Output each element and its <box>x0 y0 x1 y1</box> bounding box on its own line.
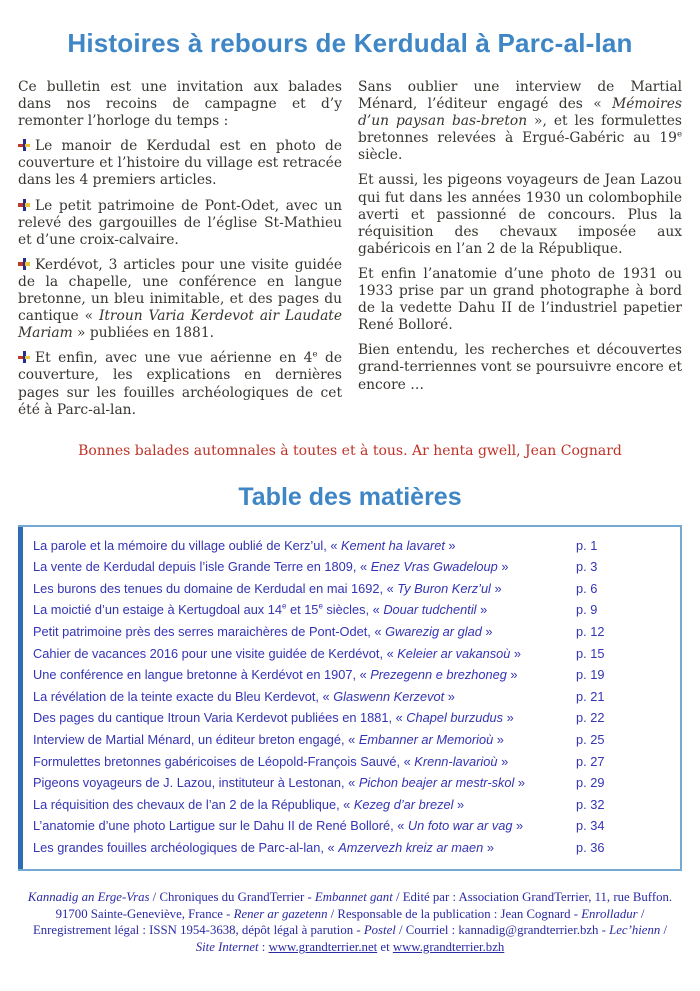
toc-page-number: p. 12 <box>576 624 605 640</box>
toc-text-segment: Petit patrimoine près des serres maraichères de Pont-Odet, « <box>33 624 386 640</box>
text-segment: Mémoires d’un paysan bas-breton <box>358 96 682 130</box>
toc-text-segment: Cahier de vacances 2016 pour une visite guidée de Kerdévot, « <box>33 645 398 661</box>
toc-page-number: p. 25 <box>576 732 605 748</box>
page-title: Histoires à rebours de Kerdudal à Parc-al-lan <box>67 28 633 58</box>
toc-entry-text <box>33 751 576 773</box>
toc-row <box>33 686 672 708</box>
text-segment: siècle. <box>358 147 403 164</box>
intro-paragraph <box>358 342 682 393</box>
text-segment: » publiées en 1881. <box>72 325 214 342</box>
toc-text-segment: Prezegenn e brezhoneg <box>370 667 507 683</box>
toc-entry-text <box>33 794 576 816</box>
toc-text-segment: La révélation de la teinte exacte du Bleu Kerdevot, « <box>33 688 334 704</box>
text-segment: Ce bulletin est une invitation aux balades dans nos recoins de campagne et d’y remonter l’horloge du temps : <box>18 79 342 130</box>
toc-text-segment: Ty Buron Kerz’ul <box>397 580 491 596</box>
text-segment: e <box>676 129 682 140</box>
toc-page-number: p. 6 <box>576 580 598 596</box>
toc-text-segment: Glaswenn Kerzevot <box>333 688 445 704</box>
toc-text-segment: » <box>481 624 493 640</box>
toc-text-segment: e <box>282 602 287 612</box>
toc-text-segment: Les grandes fouilles archéologiques de Parc-al-lan, « <box>33 840 339 855</box>
toc-page-number: p. 22 <box>576 710 605 726</box>
toc-row <box>33 729 672 751</box>
cross-bullet-icon <box>18 351 30 363</box>
footer-text-segment: Postel <box>363 923 396 938</box>
text-segment: Sans oublier une interview de Martial Ménard, l’éditeur engagé des « <box>358 79 682 113</box>
toc-text-segment: » <box>490 580 502 596</box>
signoff-line: Bonnes balades automnales à toutes et à tous. Ar henta gwell, Jean Cognard <box>78 442 622 459</box>
text-segment: Et enfin l’anatomie d’une photo de 1931 ou 1933 prise par un grand photographe à bord de la vedette Dahu II de l’industriel papetier René Bolloré. <box>358 265 682 334</box>
toc-text-segment: Interview de Martial Ménard, un éditeur breton engagé, « <box>33 732 359 748</box>
toc-text-segment: » <box>497 753 509 769</box>
toc-text-segment: » <box>497 559 509 575</box>
toc-row <box>33 643 672 665</box>
intro-paragraph <box>18 138 342 189</box>
toc-text-segment: Enez Vras Gwadeloup <box>370 559 498 575</box>
footer-text-segment: / Courriel : kannadig@grandterrier.bzh - <box>395 923 610 938</box>
toc-row <box>33 837 672 859</box>
toc-row <box>33 772 672 794</box>
toc-row <box>33 815 672 837</box>
toc-text-segment: » <box>493 732 504 748</box>
toc-text-segment: » <box>444 537 456 553</box>
toc-text-segment: Chapel burzudus <box>406 710 504 726</box>
toc-text-segment: L’anatomie d’une photo Lartigue sur le Dahu II de René Bolloré, « <box>33 818 408 834</box>
toc-entry-text <box>33 643 576 665</box>
footer-text-segment: et <box>377 940 393 955</box>
toc-entry-text <box>33 729 576 751</box>
toc-entry-text <box>33 599 576 621</box>
footer-text-segment: Enrolladur <box>581 906 638 921</box>
footer-text-segment: / Chroniques du GrandTerrier - <box>149 889 315 904</box>
intro-left-column <box>18 79 342 427</box>
toc-text-segment: Des pages du cantique Itroun Varia Kerdevot publiées en 1881, « <box>33 710 407 726</box>
toc-row <box>33 794 672 816</box>
toc-text-segment: Gwarezig ar glad <box>385 624 482 640</box>
toc-entry-text <box>33 707 576 729</box>
toc-entry-text <box>33 772 576 794</box>
toc-text-segment: Keleier ar vakansoù <box>397 645 511 661</box>
toc-text-segment: Une conférence en langue bretonne à Kerdévot en 1907, « <box>33 667 371 683</box>
toc-box <box>18 525 682 871</box>
intro-paragraph <box>18 257 342 342</box>
footer-link[interactable]: www.grandterrier.bzh <box>392 940 505 955</box>
toc-text-segment: siècles, « <box>322 602 384 618</box>
cross-bullet-icon <box>18 199 30 211</box>
toc-row <box>33 664 672 686</box>
footer-text-segment: : <box>258 940 269 955</box>
footer-text-segment: Rener ar gazetenn <box>233 906 328 921</box>
toc-text-segment: Les burons des tenues du domaine de Kerdudal en mai 1692, « <box>33 580 398 596</box>
toc-entry-text <box>33 664 576 686</box>
intro-paragraph <box>18 350 342 418</box>
intro-paragraph <box>18 79 342 130</box>
toc-text-segment: » <box>453 796 465 812</box>
text-segment: Le manoir de Kerdudal est en photo de couverture et l’histoire du village est retracée dans les 4 premiers articles. <box>18 138 342 189</box>
footer <box>18 889 682 957</box>
toc-page-number: p. 3 <box>576 559 598 575</box>
toc-text-segment: Formulettes bretonnes gabéricoises de Léopold-François Sauvé, « <box>33 753 415 769</box>
toc-text-segment: Douar tudchentil <box>383 602 477 618</box>
text-segment: Bien entendu, les recherches et découvertes grand-terriennes vont se poursuivre encore et encore … <box>358 342 682 393</box>
toc-page-number: p. 27 <box>576 753 605 769</box>
toc-text-segment: e <box>318 602 323 612</box>
toc-text-segment: Pigeons voyageurs de J. Lazou, instituteur à Lestonan, « <box>33 775 359 791</box>
toc-text-segment: Amzervezh kreiz ar maen <box>338 840 484 855</box>
toc-text-segment: La vente de Kerdudal depuis l’isle Grande Terre en 1809, « <box>33 559 371 575</box>
footer-text-segment: Kannadig an Erge-Vras <box>27 889 150 904</box>
toc-row <box>33 578 672 600</box>
footer-text <box>22 889 678 957</box>
footer-text-segment: Embannet gant <box>314 889 393 904</box>
footer-text-segment: / Enregistrement légal : ISSN 1954-3638, dépôt légal à parution - <box>32 906 645 938</box>
toc-entry-text <box>33 556 576 578</box>
toc-page-number: p. 29 <box>576 775 605 791</box>
footer-text-segment: Site Internet <box>195 940 259 955</box>
toc-entry-text <box>33 621 576 643</box>
toc-page-number: p. 1 <box>576 537 598 553</box>
text-segment: e <box>312 349 318 360</box>
toc-text-segment: » <box>444 688 455 704</box>
toc-row <box>33 751 672 773</box>
footer-text-segment: / Responsable de la publication : Jean Cognard - <box>327 906 582 921</box>
toc-row <box>33 599 672 621</box>
toc-text-segment: Pichon beajer ar mestr-skol <box>358 775 515 791</box>
toc-text-segment: » <box>514 775 526 791</box>
toc-page-number: p. 32 <box>576 796 605 812</box>
toc-text-segment: » <box>506 667 518 683</box>
intro-right-column <box>358 79 682 427</box>
intro-paragraph <box>358 266 682 334</box>
intro-paragraph <box>358 172 682 257</box>
toc-entry-text <box>33 815 576 837</box>
toc-text-segment: La réquisition des chevaux de l’an 2 de la République, « <box>33 796 354 812</box>
toc-row <box>33 621 672 643</box>
text-segment: Et aussi, les pigeons voyageurs de Jean Lazou qui fut dans les années 1930 un colombophile averti et passionné de concours. Plus la réquisition des chevaux imposée aux gabéricois en l’an 2 de la République. <box>358 172 682 257</box>
toc-text-segment: » <box>476 602 488 618</box>
toc-page-number: p. 34 <box>576 818 605 834</box>
toc-title: Table des matières <box>238 482 462 511</box>
toc-entry-text <box>33 535 576 557</box>
toc-text-segment: » <box>512 818 524 834</box>
intro-paragraph <box>18 198 342 249</box>
text-segment: Kerdévot, 3 articles pour une visite guidée de la chapelle, une conférence en langue bretonne, un bleu inimitable, et des pages du cantique « <box>18 256 342 325</box>
intro-paragraph <box>358 79 682 164</box>
toc-text-segment: et 15 <box>286 602 319 618</box>
toc-text-segment: » <box>510 645 522 661</box>
toc-text-segment: Un foto war ar vag <box>407 818 513 834</box>
toc-page-number: p. 36 <box>576 840 605 855</box>
cross-bullet-icon <box>18 139 30 151</box>
footer-link[interactable]: www.grandterrier.net <box>268 940 378 955</box>
toc-entry-text <box>33 837 576 859</box>
footer-text-segment: / Edité par : Association GrandTerrier, 11, rue Buffon. 91700 Sainte-Geneviève, France - <box>55 889 673 921</box>
toc-text-segment: Embanner ar Memorioù <box>358 732 494 748</box>
toc-page-number: p. 9 <box>576 602 598 618</box>
toc-text-segment: Kement ha lavaret <box>341 537 445 553</box>
text-segment: de couverture, les explications en dernières pages sur les fouilles archéologiques de cet été à Parc-al-lan. <box>18 350 342 418</box>
toc-text-segment: La parole et la mémoire du village oublié de Kerz’ul, « <box>33 537 342 553</box>
text-segment: », et les formulettes bretonnes relevées à Ergué-Gabéric au 19 <box>358 113 683 147</box>
footer-text-segment: / <box>660 923 668 938</box>
toc-entry-text <box>33 578 576 600</box>
toc-text-segment: Kezeg d’ar brezel <box>353 796 454 812</box>
toc-row <box>33 707 672 729</box>
toc-page-number: p. 19 <box>576 667 605 683</box>
text-segment: Le petit patrimoine de Pont-Odet, avec un relevé des gargouilles de l’église St-Mathieu et d’une croix-calvaire. <box>18 197 342 248</box>
footer-text-segment: Lec’hienn <box>609 923 661 938</box>
toc-text-segment: » <box>483 840 494 855</box>
toc-text-segment: La moictié d’un estaige à Kertugdoal aux 14 <box>33 602 282 618</box>
text-segment: Itroun Varia Kerdevot air Laudate Mariam <box>18 308 342 342</box>
toc-row <box>33 535 672 557</box>
toc-text-segment: » <box>503 710 514 726</box>
toc-page-number: p. 15 <box>576 645 605 661</box>
toc-entry-text <box>33 686 576 708</box>
toc-row <box>33 556 672 578</box>
toc-page-number: p. 21 <box>576 688 605 704</box>
text-segment: Et enfin, avec une vue aérienne en 4 <box>35 350 313 367</box>
intro-columns <box>18 79 682 427</box>
cross-bullet-icon <box>18 258 30 270</box>
toc-text-segment: Krenn-lavarioù <box>414 753 498 769</box>
